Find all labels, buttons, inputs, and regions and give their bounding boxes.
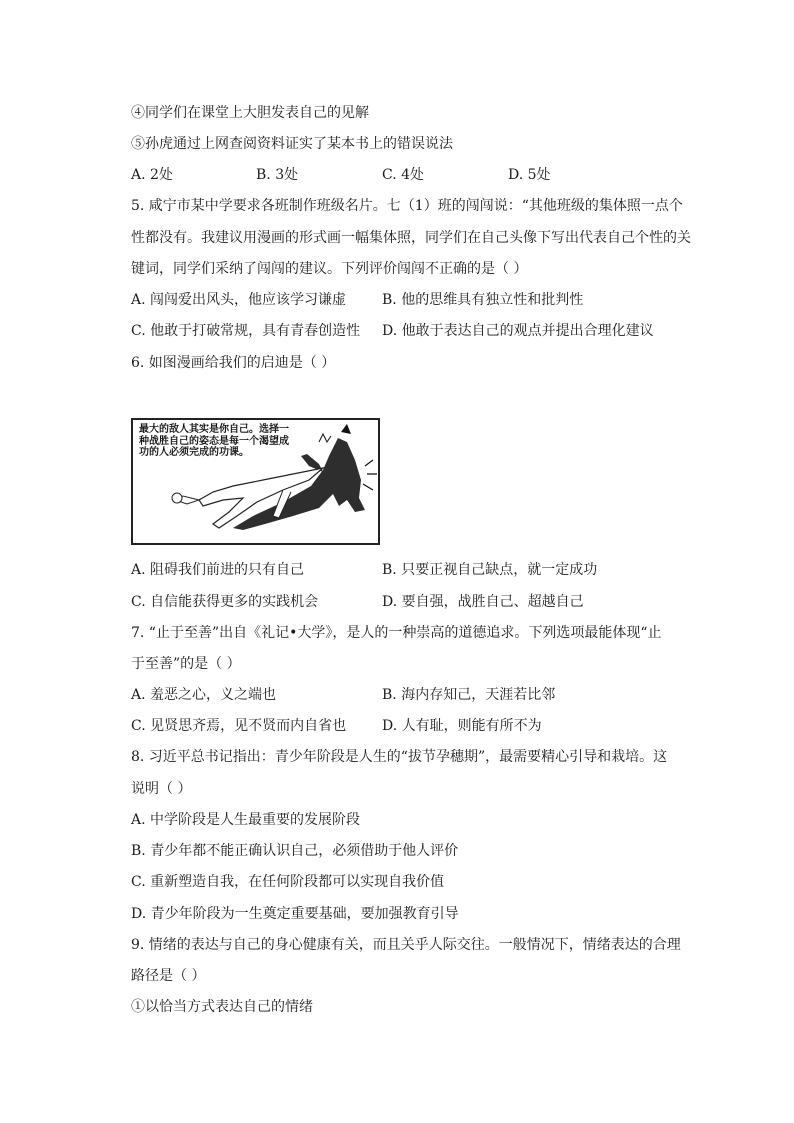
statement-5: ⑤孙虎通过上网查阅资料证实了某本书上的错误说法 <box>131 136 453 152</box>
q5-option-a: A. 闯闯爱出风头，他应该学习谦虚 <box>131 292 347 308</box>
question-5-text: 性都没有。我建议用漫画的形式画一幅集体照，同学们在自己头像下写出代表自己个性的关 <box>131 230 691 246</box>
cartoon-image <box>131 418 380 545</box>
q5-option-c: C. 他敢于打破常规，具有青春创造性 <box>131 323 361 339</box>
q6-option-d: D. 要自强，战胜自己、超越自己 <box>382 594 584 610</box>
question-8-text: 8. 习近平总书记指出：青少年阶段是人生的“拔节孕穗期”，最需要精心引导和栽培。这 <box>131 749 668 765</box>
question-5-text: 键词，同学们采纳了闯闯的建议。下列评价闯闯不正确的是（ ） <box>131 261 528 277</box>
q7-option-d: D. 人有耻，则能有所不为 <box>382 718 542 734</box>
question-5-text: 5. 咸宁市某中学要求各班制作班级名片。七（1）班的闯闯说：“其他班级的集体照一点个 <box>131 198 683 214</box>
question-9-text: 9. 情绪的表达与自己的身心健康有关，而且关乎人际交往。一般情况下，情绪表达的合理 <box>131 937 681 953</box>
q7-option-c: C. 见贤思齐焉，见不贤而内自省也 <box>131 718 347 734</box>
q4-option-b: B. 3处 <box>256 167 299 183</box>
q4-option-a: A. 2处 <box>131 167 173 183</box>
q7-option-b: B. 海内存知己，天涯若比邻 <box>382 687 556 703</box>
statement-1: ①以恰当方式表达自己的情绪 <box>131 999 313 1015</box>
q6-option-c: C. 自信能获得更多的实践机会 <box>131 594 319 610</box>
q7-option-a: A. 羞恶之心，义之端也 <box>131 687 277 703</box>
question-7-text: 于至善”的是（ ） <box>131 656 241 672</box>
q5-option-b: B. 他的思维具有独立性和批判性 <box>382 292 584 308</box>
q6-option-b: B. 只要正视自己缺点，就一定成功 <box>382 562 598 578</box>
q4-option-d: D. 5处 <box>508 167 551 183</box>
q6-option-a: A. 阻碍我们前进的只有自己 <box>131 562 305 578</box>
question-6-text: 6. 如图漫画给我们的启迪是（ ） <box>131 355 336 371</box>
statement-4: ④同学们在课堂上大胆发表自己的见解 <box>131 105 369 121</box>
q8-option-c: C. 重新塑造自我，在任何阶段都可以实现自我价值 <box>131 874 445 890</box>
q5-option-d: D. 他敢于表达自己的观点并提出合理化建议 <box>382 323 654 339</box>
q8-option-a: A. 中学阶段是人生最重要的发展阶段 <box>131 812 361 828</box>
question-8-text: 说明（ ） <box>131 781 192 797</box>
question-7-text: 7. “止于至善”出自《礼记•大学》，是人的一种崇高的道德追求。下列选项最能体现“止 <box>131 625 662 641</box>
q8-option-d: D. 青少年阶段为一生奠定重要基础，要加强教育引导 <box>131 906 459 922</box>
cartoon-caption: 最大的敌人其实是你自己。选择一种战胜自己的姿态是每一个渴望成功的人必须完成的功课。 <box>139 424 289 458</box>
q8-option-b: B. 青少年都不能正确认识自己，必须借助于他人评价 <box>131 843 459 859</box>
question-9-text: 路径是（ ） <box>131 968 206 984</box>
q4-option-c: C. 4处 <box>382 167 425 183</box>
